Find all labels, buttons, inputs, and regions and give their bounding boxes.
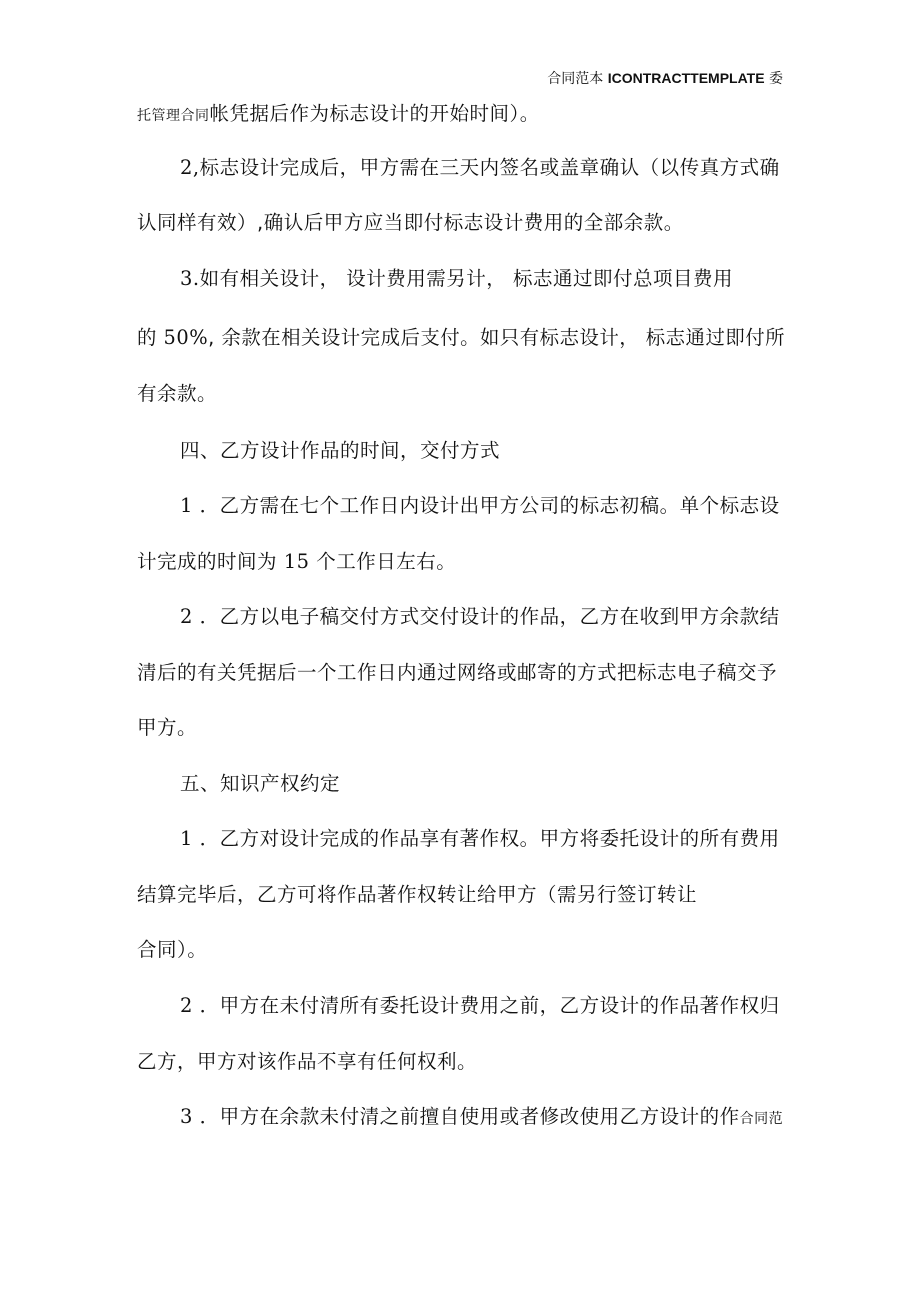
line-text: ．乙方以电子稿交付方式交付设计的作品，乙方在收到甲方余款结 xyxy=(192,605,780,628)
line-text: ．乙方需在七个工作日内设计出甲方公司的标志初稿。单个标志设 xyxy=(192,494,780,517)
footer-fragment: 合同范 xyxy=(739,1111,784,1127)
paragraph-line xyxy=(137,378,217,406)
line-text: 乙方，甲方对该作品不享有任何权利。 xyxy=(137,1050,478,1073)
item-number: 3. xyxy=(180,267,200,290)
line-text: 合同）。 xyxy=(137,938,208,961)
paragraph-line xyxy=(180,152,780,180)
paragraph-line xyxy=(137,322,785,350)
line-text: 清后的有关凭据后一个工作日内通过网络或邮寄的方式把标志电子稿交予 xyxy=(137,661,778,684)
paragraph-line xyxy=(137,657,777,685)
item-number: 2, xyxy=(180,156,200,179)
item-number: 2 xyxy=(180,605,193,628)
item-number: 1 xyxy=(180,827,193,850)
section-heading xyxy=(180,768,340,796)
inline-number: 50% xyxy=(163,326,209,349)
paragraph-line xyxy=(180,601,780,629)
paragraph-line xyxy=(137,934,207,962)
header-latin: ICONTRACTTEMPLATE xyxy=(607,70,765,86)
paragraph-line xyxy=(180,490,780,518)
line-text: ．乙方对设计完成的作品享有著作权。甲方将委托设计的所有费用 xyxy=(192,827,780,850)
paragraph-line xyxy=(180,823,780,851)
item-number: 1 xyxy=(180,494,193,517)
line-text: , 余款在相关设计完成后支付。如只有标志设计， 标志通过即付所 xyxy=(208,326,786,349)
heading-text: 五、知识产权约定 xyxy=(180,772,341,795)
line-text: ．甲方在未付清所有委托设计费用之前，乙方设计的作品著作权归 xyxy=(192,994,780,1017)
line-text: 有余款。 xyxy=(137,382,218,405)
header-suffix: 委 xyxy=(764,71,783,87)
line-text: 结算完毕后，乙方可将作品著作权转让给甲方（需另行签订转让 xyxy=(137,883,698,906)
paragraph-line xyxy=(137,98,540,126)
paragraph-line xyxy=(137,207,684,235)
header-continuation: 托管理合同 xyxy=(137,108,210,124)
paragraph-line xyxy=(180,263,733,291)
item-number: 3 xyxy=(180,1105,193,1128)
paragraph-line xyxy=(137,712,197,740)
line-prefix: 计完成的时间为 xyxy=(137,550,284,573)
section-heading xyxy=(180,435,500,463)
running-header xyxy=(547,68,783,88)
line-text: ．甲方在余款未付清之前擅自使用或者修改使用乙方设计的作 xyxy=(192,1105,740,1128)
paragraph-line xyxy=(137,546,456,574)
item-number: 2 xyxy=(180,994,193,1017)
line-text: 帐凭据后作为标志设计的开始时间）。 xyxy=(209,102,540,125)
inline-number: 15 xyxy=(283,550,310,573)
paragraph-line xyxy=(180,990,780,1018)
paragraph-line xyxy=(137,879,697,907)
line-text: 认同样有效）,确认后甲方应当即付标志设计费用的全部余款。 xyxy=(137,211,684,234)
paragraph-line xyxy=(180,1101,783,1129)
line-text: 甲方。 xyxy=(137,716,198,739)
paragraph-line xyxy=(137,1046,477,1074)
line-prefix: 的 xyxy=(137,326,164,349)
header-prefix: 合同范本 xyxy=(547,71,608,87)
line-text: 标志设计完成后，甲方需在三天内签名或盖章确认（以传真方式确 xyxy=(199,156,780,179)
line-text: 个工作日左右。 xyxy=(309,550,457,573)
heading-text: 四、乙方设计作品的时间，交付方式 xyxy=(180,439,501,462)
line-text: 如有相关设计， 设计费用需另计， 标志通过即付总项目费用 xyxy=(199,267,734,290)
